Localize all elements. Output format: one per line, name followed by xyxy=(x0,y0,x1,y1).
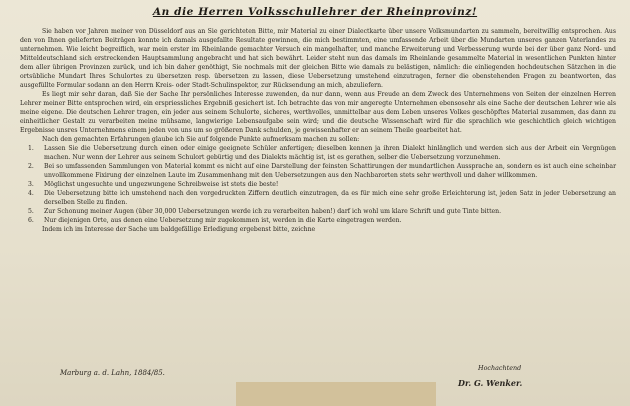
list-item xyxy=(20,189,616,207)
letter-body xyxy=(20,27,616,234)
list-item xyxy=(20,180,616,189)
paragraph-1: Sie haben vor Jahren meiner von Düsseldorf aus an Sie gerichteten Bitte, mir Material zu einer Dialectkarte über unsere Volksmundarten zu sammeln, bereitwillig entsprochen. Aus den von Ihnen gelieferten Beiträgen konnte ich damals ausgefallte Resultate gewinnen, die mich bestimmten, eine umfassende Arbeit über die Mundarten unseres ganzen Vaterlandes zu unternehmen. Wie leicht begreiflich, war mein erster im Rheinlande gemachter Versuch ein mangelhafter, und manche Erweiterung und Verbesserung wurde bei der über ganz Nord- und Mitteldeutschland sich erstreckenden Hauptsammlung angebracht und hat sich bewährt. Leider steht nun das damals im Rheinlande gesammelte Material in wesentlichen Punkten hinter dem aller übrigen Provinzen zurück, und ich bin daher genöthigt, Sie nochmals mit der gleichen Bitte wie damals zu belästigen, nämlich: die einliegenden hochdeutschen Sätzchen in die ortsübliche Mundart Ihres Schulortes zu übersetzen resp. übersetzen zu lassen, diese Uebersetzung umstehend einzutragen, ferner die obenstehenden Fragen zu beantworten, das ausgefüllte Formular sodann an den Herrn Kreis- oder Stadt-Schulinspektor, zur Rücksendung an mich, abzuliefern. xyxy=(20,28,616,89)
list-item xyxy=(20,162,616,180)
point-text: Zur Schonung meiner Augen (über 30,000 Uebersetzungen werde ich zu verarbeiten haben!) darf ich wohl um klare Schrift und gute Tinte bitten. xyxy=(44,208,502,215)
point-text: Nur diejenigen Orte, aus denen eine Uebersetzung mir zugekommen ist, werden in die Karte eingetragen werden. xyxy=(44,217,402,224)
points-intro: Nach den gemachten Erfahrungen glaube ich Sie auf folgende Punkte aufmerksam machen zu sollen: xyxy=(42,136,360,143)
list-item xyxy=(20,207,616,216)
closing-line: Indem ich im Interesse der Sache um baldgefällige Erledigung ergebenst bitte, zeichne xyxy=(42,226,316,233)
regards-text: Hochachtend xyxy=(478,364,522,372)
list-item xyxy=(20,216,616,225)
point-number: 1. xyxy=(28,145,34,152)
document-title: An die Herren Volksschullehrer der Rheinprovinz! xyxy=(152,6,478,18)
point-number: 6. xyxy=(28,217,34,224)
points-list xyxy=(20,144,616,225)
paragraph-2: Es liegt mir sehr daran, daß Sie der Sache Ihr persönliches Interesse zuwenden, da nur dann, wenn aus Freude an dem Zweck des Unternehmens von Seiten der einzelnen Herren Lehrer meiner Bitte entsprochen wird, ein erspriessliches Ergebniß gesichert ist. Ich betrachte das von mir angeregte Unternehmen ebensosehr als eine Sache der deutschen Lehrer wie als meine eigene. Die deutschen Lehrer tragen, ein jeder aus seinem Schulorte, sicheres, werthvolles, unmittelbar aus dem Leben unseres Volkes geschöpftes Material zusammen, das dann zu einheitlicher Gestalt zu verarbeiten meine mühsame, langwierige Lebensaufgabe sein wird; und die deutsche Wissenschaft wird für die sprachlich wie geschichtlich gleich wichtigen Ergebnisse unsres Unternehmens einem jeden von uns um so größeren Dank schulden, je gewissenhafter er an seinem Theile gearbeitet hat. xyxy=(20,91,616,134)
place-date: Marburg a. d. Lahn, 1884/85. xyxy=(60,369,165,377)
point-number: 2. xyxy=(28,163,34,170)
point-text: Bei so umfassenden Sammlungen von Material kommt es nicht auf eine Darstellung der feinsten Schattirungen der mundartlichen Aussprache an, sondern es ist auch eine scheinbar unvollkommene Fixirung der einzelnen Laute im Zusammenhang mit den Uebersetzungen aus den Nachbarorten stets sehr werthvoll und daher willkommen. xyxy=(44,163,616,179)
point-number: 5. xyxy=(28,208,34,215)
point-text: Die Uebersetzung bitte ich umstehend nach den vorgedruckten Ziffern deutlich einzutragen, da es für mich eine sehr große Erleichterung ist, jeden Satz in jeder Uebersetzung an derselben Stelle zu finden. xyxy=(44,190,616,206)
point-number: 4. xyxy=(28,190,34,197)
signature: Dr. G. Wenker. xyxy=(458,378,523,388)
point-text: Möglichst ungesuchte und ungezwungene Schreibweise ist stets die beste! xyxy=(44,181,279,188)
list-item xyxy=(20,144,616,162)
point-number: 3. xyxy=(28,181,34,188)
paper-stain xyxy=(236,382,436,406)
point-text: Lassen Sie die Uebersetzung durch einen oder einige geeignete Schüler anfertigen; dieselben kennen ja ihren Dialekt hinlänglich und werden sich aus der Arbeit ein Vergnügen machen. Nur wenn der Lehrer aus seinem Schulort gebürtig und des Dialekts mächtig ist, ist es gerathen, selber die Uebersetzung vorzunehmen. xyxy=(44,145,616,161)
